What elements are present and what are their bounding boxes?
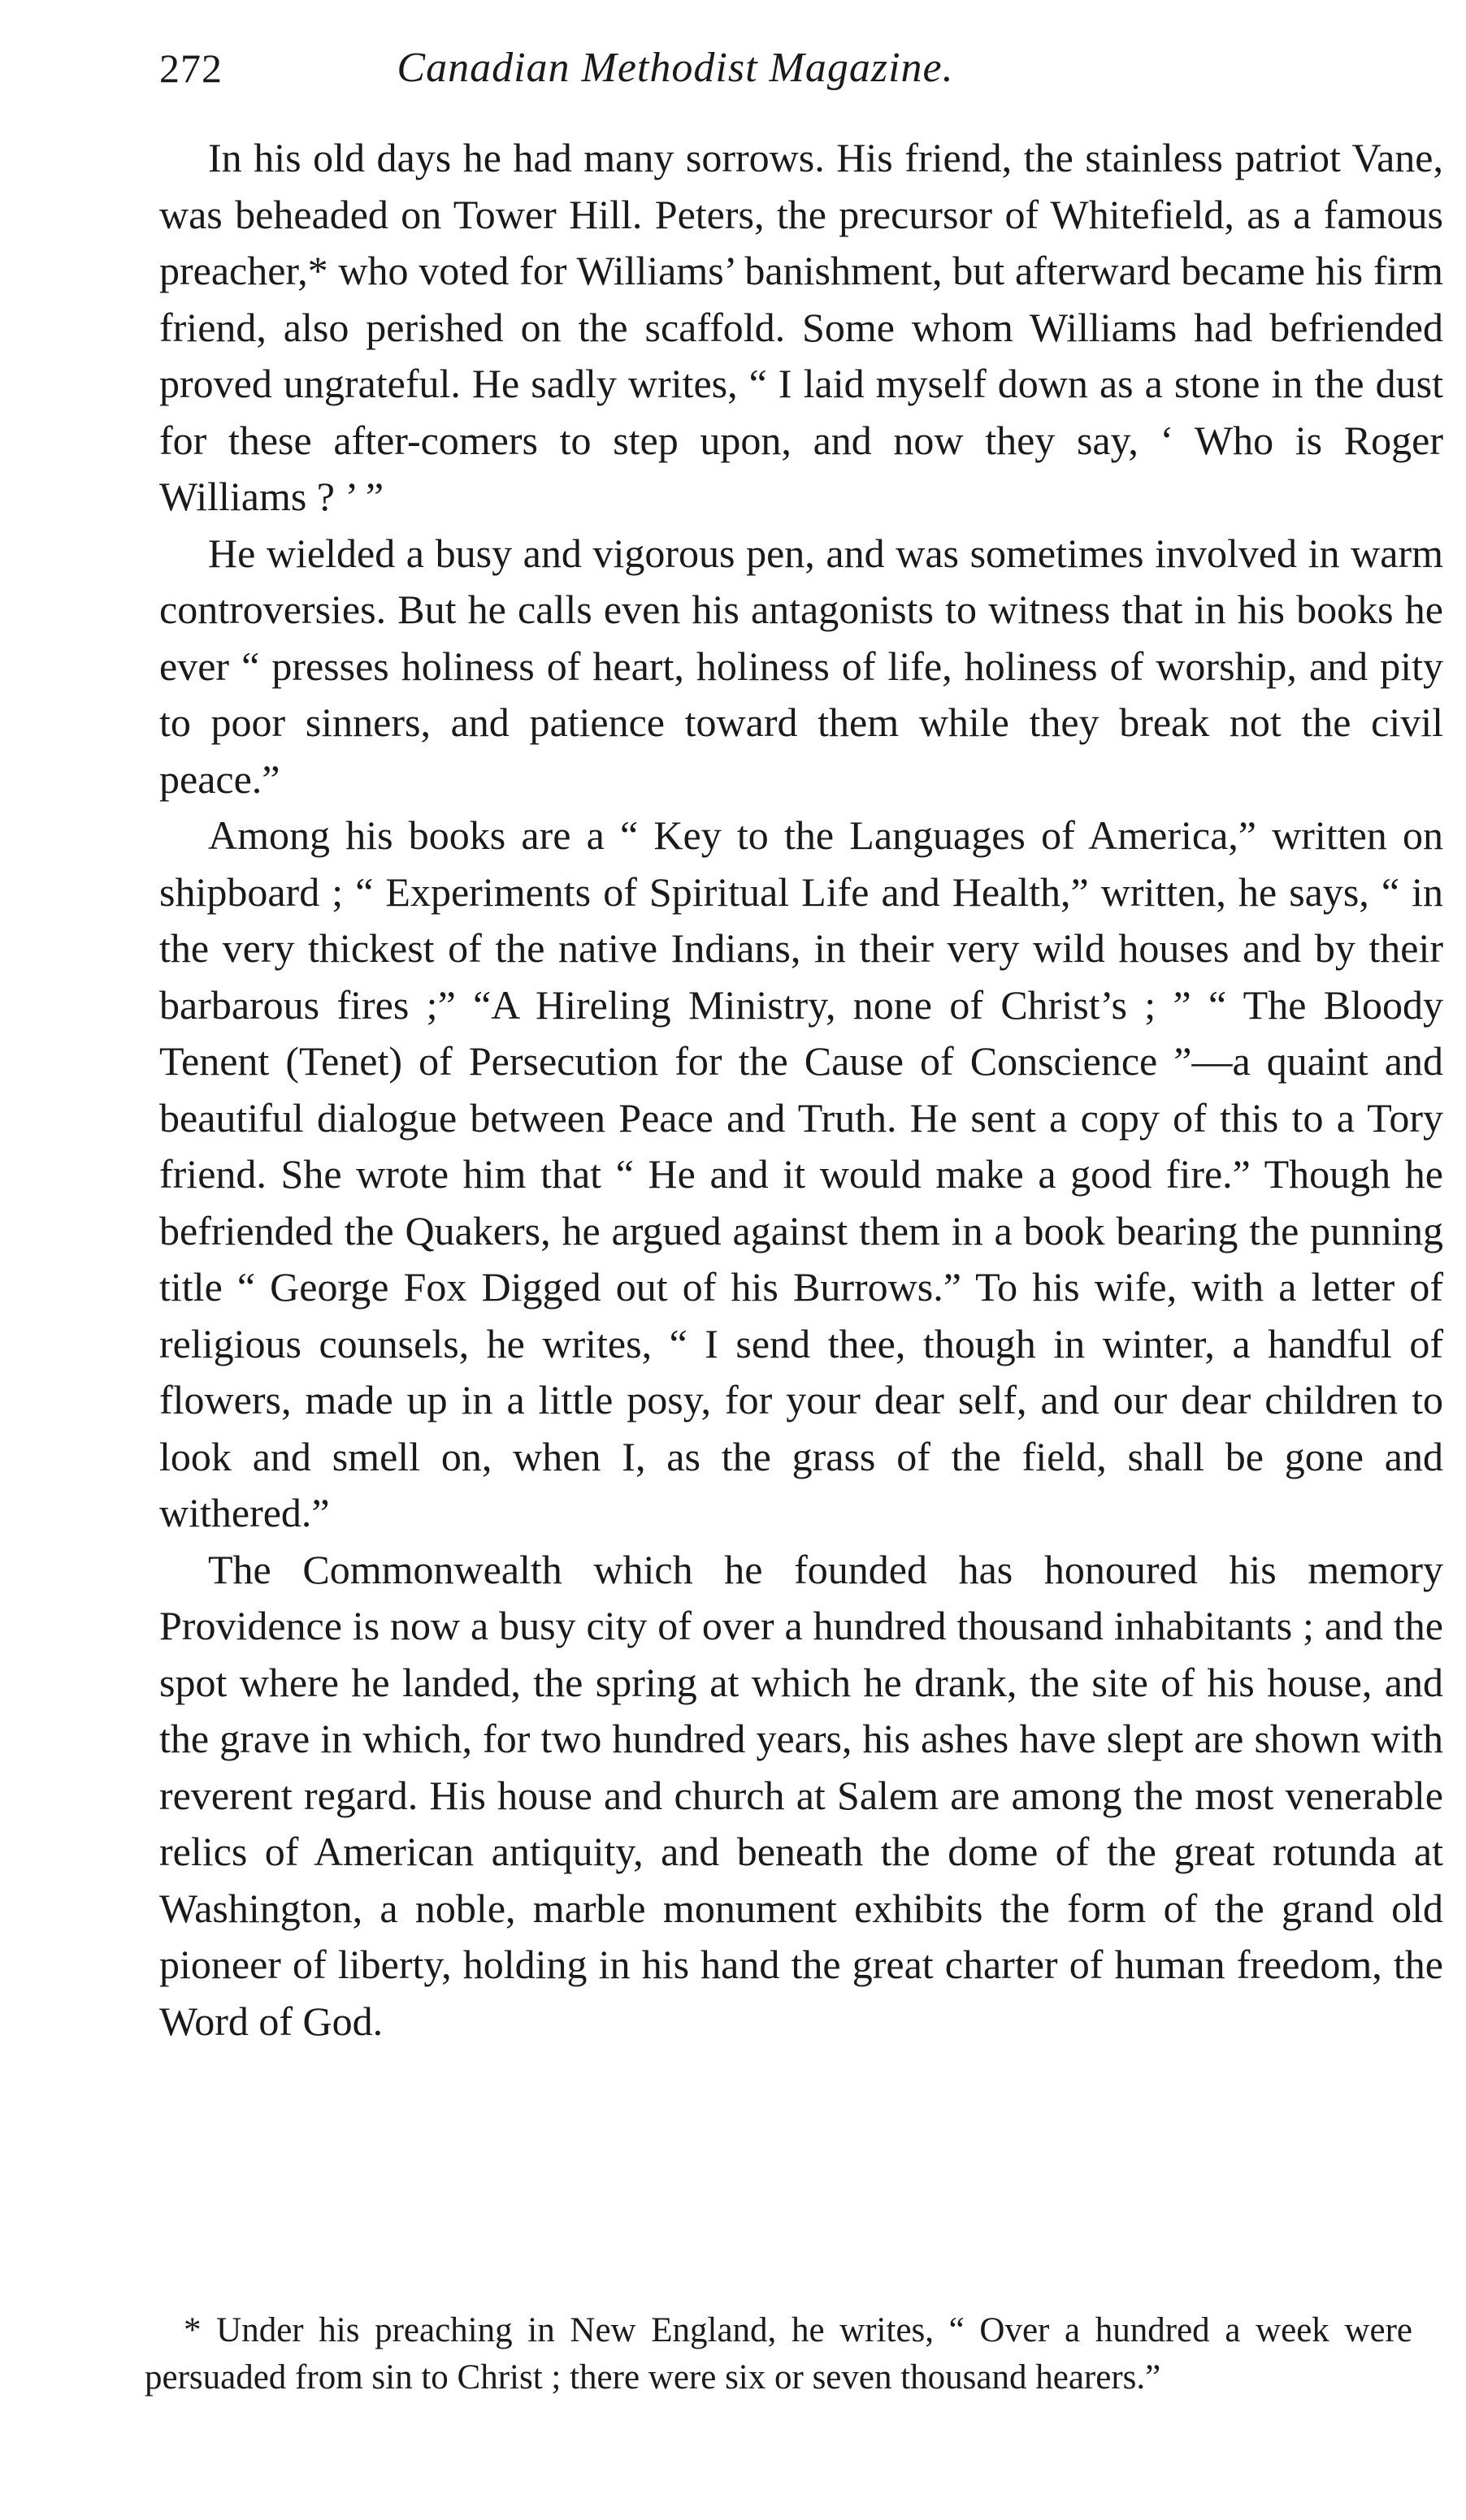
paragraph-books: Among his books are a “ Key to the Languages of America,” written on shipboard ; “ Experiments of Spiritual Life and Health,” written, he says, “ in the very thickest of the native Indians, in their very wild houses and by their barbarous fires ;” “A Hireling Ministry, none of Christ’s ; ” “ The Bloody Tenent (Tenet) of Persecution for the Cause of Conscience ”—a quaint and beautiful dialogue between Peace and Truth. He sent a copy of this to a Tory friend. She wrote him that “ He and it would make a good fire.” Though he befriended the Quakers, he argued against them in a book bearing the punning title “ George Fox Digged out of his Burrows.” To his wife, with a letter of religious counsels, he writes, “ I send thee, though in winter, a handful of flowers, made up in a little posy, for your dear self, and our dear children to look and smell on, when I, as the grass of the field, shall be gone and withered.” [159,812,1443,1535]
journal-title: Canadian Methodist Magazine. [397,45,954,91]
body-text [159,130,1443,2050]
paragraph-controversies: He wielded a busy and vigorous pen, and was sometimes involved in warm controversies. But he calls even his antagonists to witness that in his books he ever “ presses holiness of heart, holiness of life, holiness of worship, and pity to poor sinners, and patience toward them while they break not the civil peace.” [159,530,1443,802]
footnotes [145,2307,1412,2401]
paragraph-sorrows: In his old days he had many sorrows. His friend, the stainless patriot Vane, was beheaded on Tower Hill. Peters, the precursor of Whitefield, as a famous preacher,* who voted for Williams’ banishment, but afterward became his firm friend, also perished on the scaffold. Some whom Williams had befriended proved ungrateful. He sadly writes, “ I laid myself down as a stone in the dust for these after-comers to step upon, and now they say, ‘ Who is Roger Williams ? ’ ” [159,135,1443,519]
running-head [159,36,1191,101]
paragraph-commonwealth: The Commonwealth which he founded has honoured his memory Providence is now a busy city of over a hundred thousand inhabitants ; and the spot where he landed, the spring at which he drank, the site of his house, and the grave in which, for two hundred years, his ashes have slept are shown with reverent regard. His house and church at Salem are among the most venerable relics of American antiquity, and beneath the dome of the great rotunda at Washington, a noble, marble monument exhibits the form of the grand old pioneer of liberty, holding in his hand the great charter of human freedom, the Word of God. [159,1546,1443,2044]
page-number: 272 [159,45,223,91]
footnote: * Under his preaching in New England, he writes, “ Over a hundred a week were persuaded from sin to Christ ; there were six or seven thousand hearers.” [145,2311,1412,2397]
